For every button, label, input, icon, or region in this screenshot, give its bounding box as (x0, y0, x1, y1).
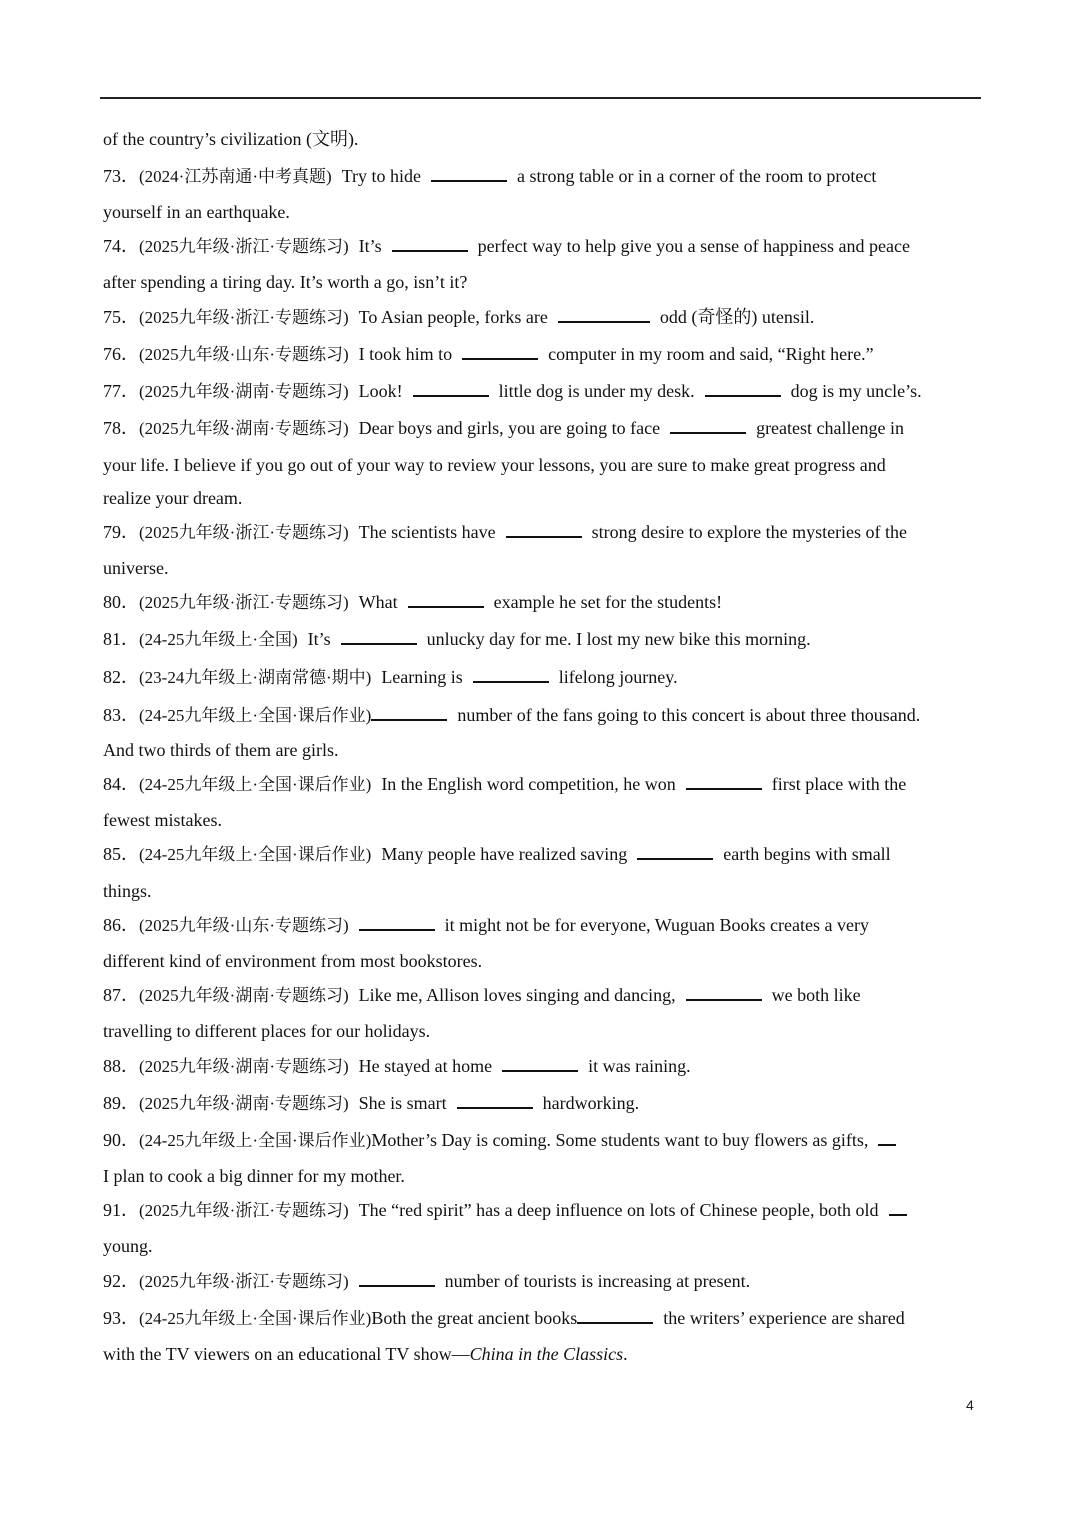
answer-blank[interactable] (413, 378, 489, 397)
answer-blank[interactable] (392, 233, 468, 252)
question-source: (2025九年级·浙江·专题练习) (139, 1201, 349, 1220)
question-source: (23-24九年级上·湖南常德·期中) (139, 668, 372, 687)
question-number: 86． (103, 915, 139, 935)
question-88: 88．(2025九年级·湖南·专题练习) He stayed at home it was raining. (103, 1050, 691, 1082)
question-83-cont: And two thirds of them are girls. (103, 740, 339, 760)
question-number: 79． (103, 522, 139, 542)
question-number: 90． (103, 1130, 139, 1150)
answer-blank[interactable] (371, 702, 447, 721)
question-74-cont: after spending a tiring day. It’s worth a go, isn’t it? (103, 272, 468, 292)
question-number: 88． (103, 1056, 139, 1076)
continuation-line: of the country’s civilization (文明). (103, 129, 359, 149)
question-87: 87．(2025九年级·湖南·专题练习) Like me, Allison loves singing and dancing, we both like (103, 979, 861, 1011)
answer-blank[interactable] (457, 1090, 533, 1109)
question-86: 86．(2025九年级·山东·专题练习) it might not be for everyone, Wuguan Books creates a very (103, 909, 869, 941)
answer-blank[interactable] (408, 589, 484, 608)
question-84-cont: fewest mistakes. (103, 810, 222, 830)
answer-blank[interactable] (878, 1127, 896, 1146)
question-source: (2025九年级·浙江·专题练习) (139, 237, 349, 256)
question-87-cont: travelling to different places for our holidays. (103, 1021, 431, 1041)
header-rule (100, 97, 981, 99)
question-74: 74．(2025九年级·浙江·专题练习) It’s perfect way to help give you a sense of happiness and peace (103, 230, 910, 262)
answer-blank[interactable] (686, 771, 762, 790)
answer-blank[interactable] (359, 912, 435, 931)
question-source: (2025九年级·浙江·专题练习) (139, 1272, 349, 1291)
question-number: 78． (103, 418, 139, 438)
question-number: 84． (103, 774, 139, 794)
question-number: 92． (103, 1271, 139, 1291)
question-number: 81． (103, 629, 139, 649)
question-78: 78．(2025九年级·湖南·专题练习) Dear boys and girls, you are going to face greatest challenge in (103, 412, 904, 444)
question-91-cont: young. (103, 1236, 153, 1256)
question-73-cont: yourself in an earthquake. (103, 202, 290, 222)
question-83: 83．(24-25九年级上·全国·课后作业) number of the fans going to this concert is about three thousand. (103, 699, 920, 731)
answer-blank[interactable] (637, 841, 713, 860)
page-number: 4 (966, 1397, 974, 1413)
question-75: 75．(2025九年级·浙江·专题练习) To Asian people, forks are odd (奇怪的) utensil. (103, 301, 814, 333)
answer-blank[interactable] (558, 304, 650, 323)
question-93: 93．(24-25九年级上·全国·课后作业)Both the great ancient books the writers’ experience are shared (103, 1302, 905, 1334)
question-78-cont: your life. I believe if you go out of your way to review your lessons, you are sure to make great progress and (103, 455, 886, 475)
show-title: China in the Classics (469, 1344, 624, 1364)
question-81: 81．(24-25九年级上·全国) It’s unlucky day for me. I lost my new bike this morning. (103, 623, 811, 655)
question-number: 87． (103, 985, 139, 1005)
question-80: 80．(2025九年级·浙江·专题练习) What example he set for the students! (103, 586, 722, 618)
question-77: 77．(2025九年级·湖南·专题练习) Look! little dog is under my desk. dog is my uncle’s. (103, 375, 922, 407)
question-86-cont: different kind of environment from most bookstores. (103, 951, 483, 971)
question-92: 92．(2025九年级·浙江·专题练习) number of tourists is increasing at present. (103, 1265, 750, 1297)
question-source: (24-25九年级上·全国·课后作业) (139, 1309, 372, 1328)
question-source: (2025九年级·湖南·专题练习) (139, 1094, 349, 1113)
question-source: (2024·江苏南通·中考真题) (139, 167, 332, 186)
question-source: (2025九年级·湖南·专题练习) (139, 382, 349, 401)
question-84: 84．(24-25九年级上·全国·课后作业) In the English word competition, he won first place with the (103, 768, 906, 800)
question-number: 82． (103, 667, 139, 687)
question-82: 82．(23-24九年级上·湖南常德·期中) Learning is lifelong journey. (103, 661, 678, 693)
question-source: (24-25九年级上·全国·课后作业) (139, 706, 372, 725)
question-90-cont: I plan to cook a big dinner for my mother. (103, 1166, 405, 1186)
question-source: (2025九年级·浙江·专题练习) (139, 523, 349, 542)
question-91: 91．(2025九年级·浙江·专题练习) The “red spirit” has a deep influence on lots of Chinese people, both old (103, 1194, 907, 1226)
question-79-cont: universe. (103, 558, 169, 578)
question-number: 80． (103, 592, 139, 612)
answer-blank[interactable] (506, 519, 582, 538)
question-number: 76． (103, 344, 139, 364)
question-73: 73．(2024·江苏南通·中考真题) Try to hide a strong table or in a corner of the room to protect (103, 160, 876, 192)
question-source: (2025九年级·山东·专题练习) (139, 916, 349, 935)
question-number: 74． (103, 236, 139, 256)
question-85: 85．(24-25九年级上·全国·课后作业) Many people have realized saving earth begins with small (103, 838, 891, 870)
question-source: (24-25九年级上·全国·课后作业) (139, 1131, 372, 1150)
question-source: (24-25九年级上·全国·课后作业) (139, 775, 372, 794)
question-source: (2025九年级·湖南·专题练习) (139, 1057, 349, 1076)
question-89: 89．(2025九年级·湖南·专题练习) She is smart hardworking. (103, 1087, 639, 1119)
answer-blank[interactable] (473, 664, 549, 683)
question-79: 79．(2025九年级·浙江·专题练习) The scientists have strong desire to explore the mysteries of the (103, 516, 907, 548)
question-90: 90．(24-25九年级上·全国·课后作业)Mother’s Day is coming. Some students want to buy flowers as gifts, (103, 1124, 896, 1156)
question-number: 91． (103, 1200, 139, 1220)
answer-blank[interactable] (502, 1053, 578, 1072)
answer-blank[interactable] (686, 982, 762, 1001)
question-source: (2025九年级·湖南·专题练习) (139, 986, 349, 1005)
question-source: (2025九年级·浙江·专题练习) (139, 308, 349, 327)
question-number: 73． (103, 166, 139, 186)
answer-blank[interactable] (431, 163, 507, 182)
answer-blank[interactable] (359, 1268, 435, 1287)
question-85-cont: things. (103, 881, 152, 901)
question-source: (2025九年级·浙江·专题练习) (139, 593, 349, 612)
answer-blank[interactable] (462, 341, 538, 360)
answer-blank[interactable] (341, 626, 417, 645)
question-source: (2025九年级·山东·专题练习) (139, 345, 349, 364)
question-number: 83． (103, 705, 139, 725)
question-source: (2025九年级·湖南·专题练习) (139, 419, 349, 438)
question-76: 76．(2025九年级·山东·专题练习) I took him to computer in my room and said, “Right here.” (103, 338, 874, 370)
question-93-cont: with the TV viewers on an educational TV show—China in the Classics. (103, 1344, 628, 1364)
question-source: (24-25九年级上·全国) (139, 630, 298, 649)
question-source: (24-25九年级上·全国·课后作业) (139, 845, 372, 864)
question-number: 85． (103, 844, 139, 864)
answer-blank[interactable] (670, 415, 746, 434)
question-number: 77． (103, 381, 139, 401)
question-number: 93． (103, 1308, 139, 1328)
question-78-cont2: realize your dream. (103, 488, 243, 508)
answer-blank[interactable] (705, 378, 781, 397)
answer-blank[interactable] (577, 1305, 653, 1324)
question-number: 75． (103, 307, 139, 327)
question-number: 89． (103, 1093, 139, 1113)
answer-blank[interactable] (889, 1197, 907, 1216)
